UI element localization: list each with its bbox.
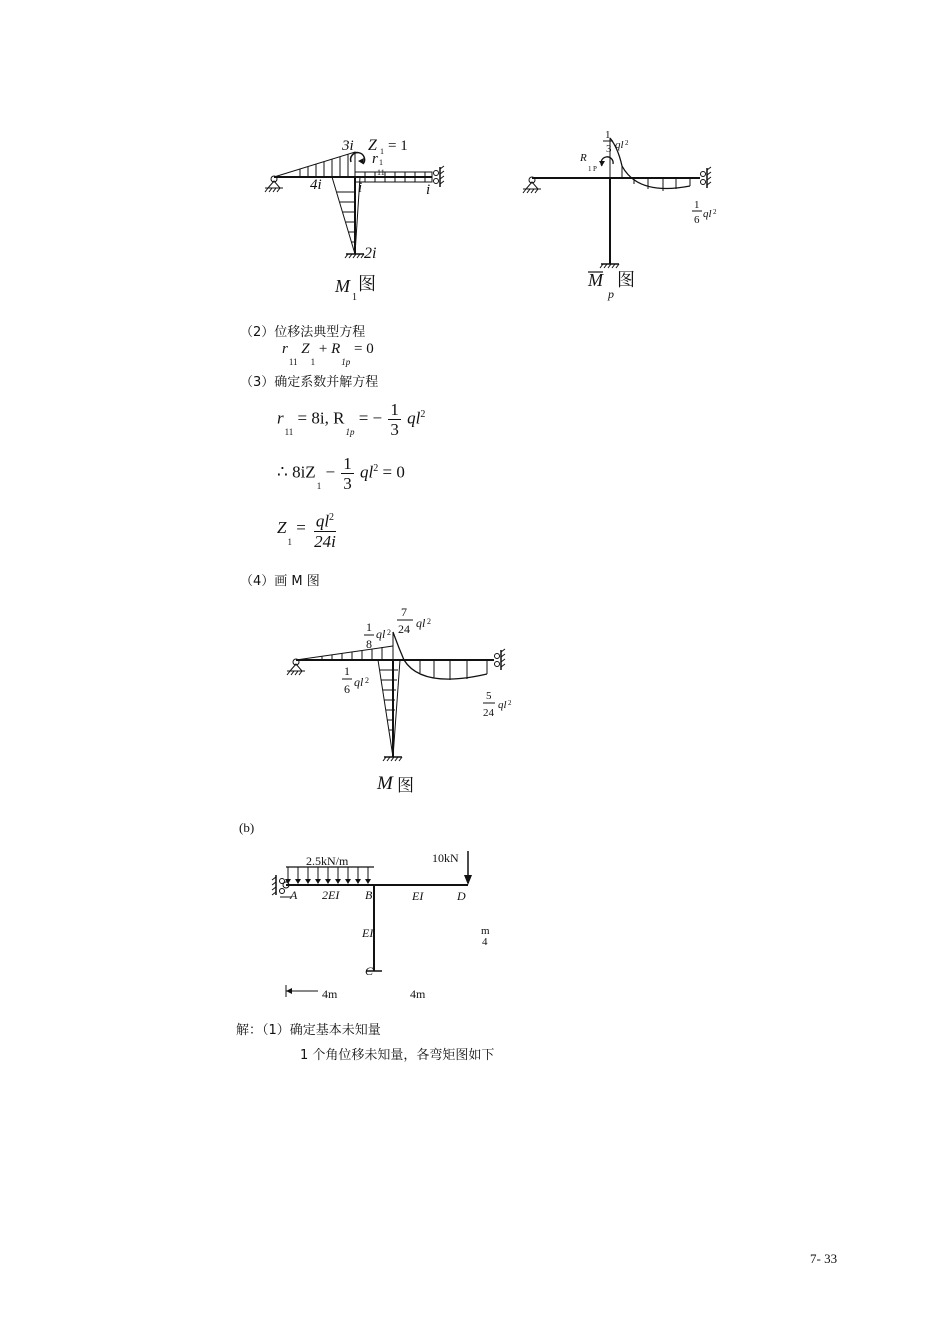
eq-R-sub: 1p (341, 357, 351, 367)
m-label-2-top: 2 (427, 617, 431, 626)
m-label-ql-top: ql (416, 616, 426, 630)
m1-label-2i: 2i (364, 245, 377, 262)
b-load-dist: 2.5kN/m (306, 854, 349, 868)
mp-label-2-right: 2 (713, 208, 717, 216)
l1-frac-num: 1 (390, 400, 399, 419)
m-label-2-right: 2 (508, 699, 512, 707)
m-label-6: 6 (344, 682, 350, 696)
m-label-2-low: 2 (365, 676, 369, 685)
b-ei-ab: 2EI (322, 888, 340, 902)
l3-num-sup: 2 (329, 512, 335, 523)
step3-line1 (277, 400, 425, 439)
eq-z-sub: 1 (310, 357, 316, 367)
b-node-D: D (457, 889, 466, 903)
l2-fraction (341, 454, 354, 493)
b-node-A: A (290, 888, 298, 902)
l3-eq: = (296, 518, 306, 538)
b-len-ab: 4m (322, 987, 338, 1001)
l3-sub: 1 (287, 537, 292, 548)
mp-caption-tu: 图 (617, 270, 635, 291)
m1-label-r-sub: 1 (379, 158, 383, 167)
b-ei-bc: EI (362, 926, 374, 940)
m-label-2-left: 2 (387, 628, 391, 637)
m-label-7: 7 (401, 605, 407, 619)
part-b-label: (b) (239, 820, 255, 835)
mp-label-3: 3 (606, 143, 612, 155)
l3-z: Z (277, 518, 287, 538)
l1-r-sub: 11 (284, 427, 294, 438)
m1-label-4i: 4i (310, 177, 322, 193)
l1-mid: = 8i, R (297, 408, 345, 428)
b-node-B: B (365, 888, 373, 902)
step3-line3 (277, 508, 340, 551)
m-caption-m: M (377, 773, 393, 794)
m-caption-tu: 图 (397, 776, 414, 796)
l1-sup: 2 (420, 408, 426, 420)
m-diagram (282, 604, 532, 799)
mp-label-ql-right: ql (703, 208, 712, 220)
m-label-1b: 1 (344, 664, 350, 678)
m1-caption-m: M (335, 276, 350, 296)
l2-pre: ∴ 8iZ (277, 462, 316, 482)
m-label-8: 8 (366, 637, 372, 651)
mp-label-ql-top: ql (615, 139, 624, 151)
solution-line2: 1 个角位移未知量，各弯矩图如下 (300, 1048, 495, 1063)
b-node-C: C (365, 964, 374, 978)
m-label-24b: 24 (483, 707, 494, 719)
mp-label-R-sub: 1 (588, 165, 592, 173)
m1-label-eq: = 1 (388, 138, 408, 154)
b-ei-bd: EI (412, 889, 424, 903)
mp-label-R-sub2: P (593, 165, 597, 173)
m1-label-i-right: i (426, 182, 431, 198)
m-label-1a: 1 (366, 620, 372, 634)
m1-label-3i: 3i (342, 138, 354, 154)
l3-fraction (312, 508, 338, 551)
eq-R: R (331, 341, 341, 357)
l3-num: ql (315, 511, 330, 531)
mp-label-1b: 1 (694, 199, 700, 211)
l1-r: r (277, 408, 284, 428)
eq-r-sub: 11 (288, 357, 298, 367)
mp-diagram (518, 126, 728, 304)
m-label-24: 24 (398, 622, 410, 636)
m1-label-r-sub2: 11 (377, 168, 385, 177)
eq-r: r (282, 341, 288, 357)
l1-fraction (388, 400, 401, 439)
mp-label-6: 6 (694, 214, 700, 226)
l1-ql: ql (407, 408, 421, 428)
step4-heading: （4）画 M 图 (240, 574, 320, 589)
l2-sub: 1 (316, 481, 322, 492)
m-label-5: 5 (486, 690, 492, 702)
step3-line2 (277, 454, 405, 493)
m1-label-r: r (372, 151, 378, 167)
m-label-ql-low: ql (354, 675, 364, 689)
m1-caption-tu: 图 (358, 274, 376, 295)
b-len-bd: 4m (410, 987, 426, 1001)
l1-eq: = − (358, 408, 383, 428)
l2-ql: ql (360, 462, 374, 482)
step2-heading: （2）位移法典型方程 (240, 325, 366, 340)
l1-R-sub: 1p (345, 427, 355, 438)
solution-line1: 解：（1）确定基本未知量 (236, 1023, 381, 1038)
mp-label-R: R (580, 152, 587, 164)
frame-b-diagram (262, 845, 502, 1005)
l3-den: 24i (314, 531, 336, 551)
m1-label-z-sub: 1 (380, 147, 384, 156)
b-load-point: 10kN (432, 851, 459, 865)
eq-plus: + (318, 341, 328, 357)
mp-caption-sub: p (608, 287, 614, 301)
mp-label-1: 1 (605, 129, 611, 141)
b-len-m: m (481, 925, 490, 937)
step3-heading: （3）确定系数并解方程 (240, 375, 379, 390)
eq-z: Z (301, 341, 310, 357)
l1-frac-den: 3 (390, 420, 399, 439)
mp-caption-m: M (588, 270, 603, 290)
l2-minus: − (325, 462, 336, 482)
m1-caption-sub: 1 (352, 292, 357, 302)
page-number: 7- 33 (810, 1251, 838, 1266)
mp-label-2-top: 2 (625, 139, 629, 147)
m1-diagram (260, 132, 470, 302)
b-len-4: 4 (482, 936, 488, 948)
l2-sup: 2 (373, 462, 379, 474)
l2-frac-den: 3 (343, 474, 352, 493)
m-label-ql-left: ql (376, 627, 386, 641)
m-label-ql-right: ql (498, 699, 507, 711)
step2-equation (282, 341, 374, 367)
eq-rest: = 0 (354, 341, 374, 357)
l2-end: = 0 (382, 462, 405, 482)
l2-frac-num: 1 (343, 454, 352, 473)
m1-label-z: Z (368, 137, 377, 154)
m1-label-i-mid: i (358, 180, 363, 196)
